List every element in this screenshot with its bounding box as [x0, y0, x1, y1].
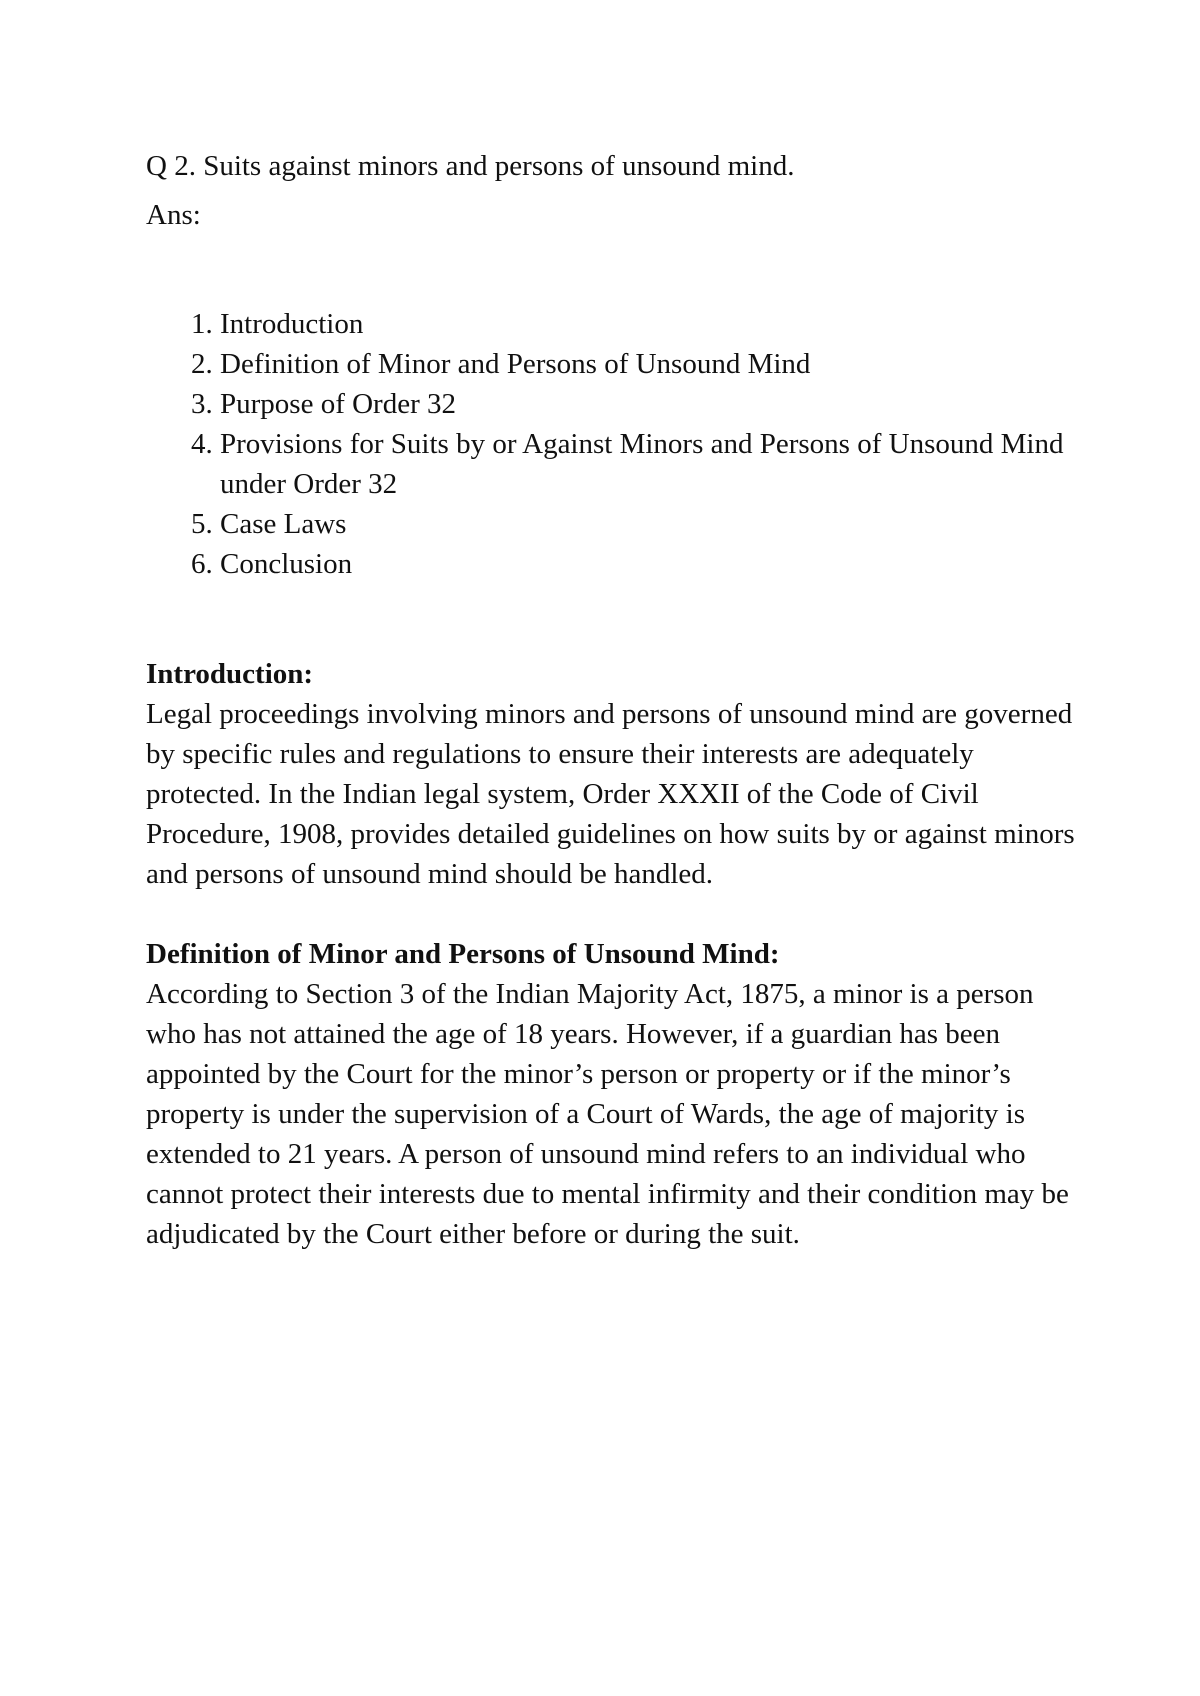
section-body: Legal proceedings involving minors and persons of unsound mind are governed by specific rules and regulations to ensure their interests are adequately protected. In the Indian legal system, Order XXXII of the Code of Civil Procedure, 1908, provides detailed guidelines on how suits by or against minors and persons of unsound mind should be handled.	[146, 698, 1075, 890]
answer-label: Ans:	[146, 199, 201, 231]
section-body: According to Section 3 of the Indian Majority Act, 1875, a minor is a person who has not attained the age of 18 years. However, if a guardian has been appointed by the Court for the minor’s person or property or if the minor’s property is under the supervision of a Court of Wards, the age of majority is extended to 21 years. A person of unsound mind refers to an individual who cannot protect their interests due to mental infirmity and their condition may be adjudicated by the Court either before or during the suit.	[146, 978, 1069, 1250]
document-content	[146, 146, 1076, 1254]
section-definition	[146, 934, 1076, 1254]
outline-item: 2. Definition of Minor and Persons of Unsound Mind	[220, 344, 1076, 384]
outline-item: 1. Introduction	[220, 304, 1076, 344]
outline-item: 4. Provisions for Suits by or Against Minors and Persons of Unsound Mind under Order 32	[220, 424, 1076, 504]
section-heading: Definition of Minor and Persons of Unsound Mind:	[146, 938, 780, 970]
outline-item: 6. Conclusion	[220, 544, 1076, 584]
section-heading: Introduction:	[146, 658, 314, 690]
answer-outline	[146, 304, 1076, 584]
outline-item: 3. Purpose of Order 32	[220, 384, 1076, 424]
section-introduction	[146, 654, 1076, 894]
question-title: Q 2. Suits against minors and persons of unsound mind.	[146, 150, 795, 182]
outline-item: 5. Case Laws	[220, 504, 1076, 544]
